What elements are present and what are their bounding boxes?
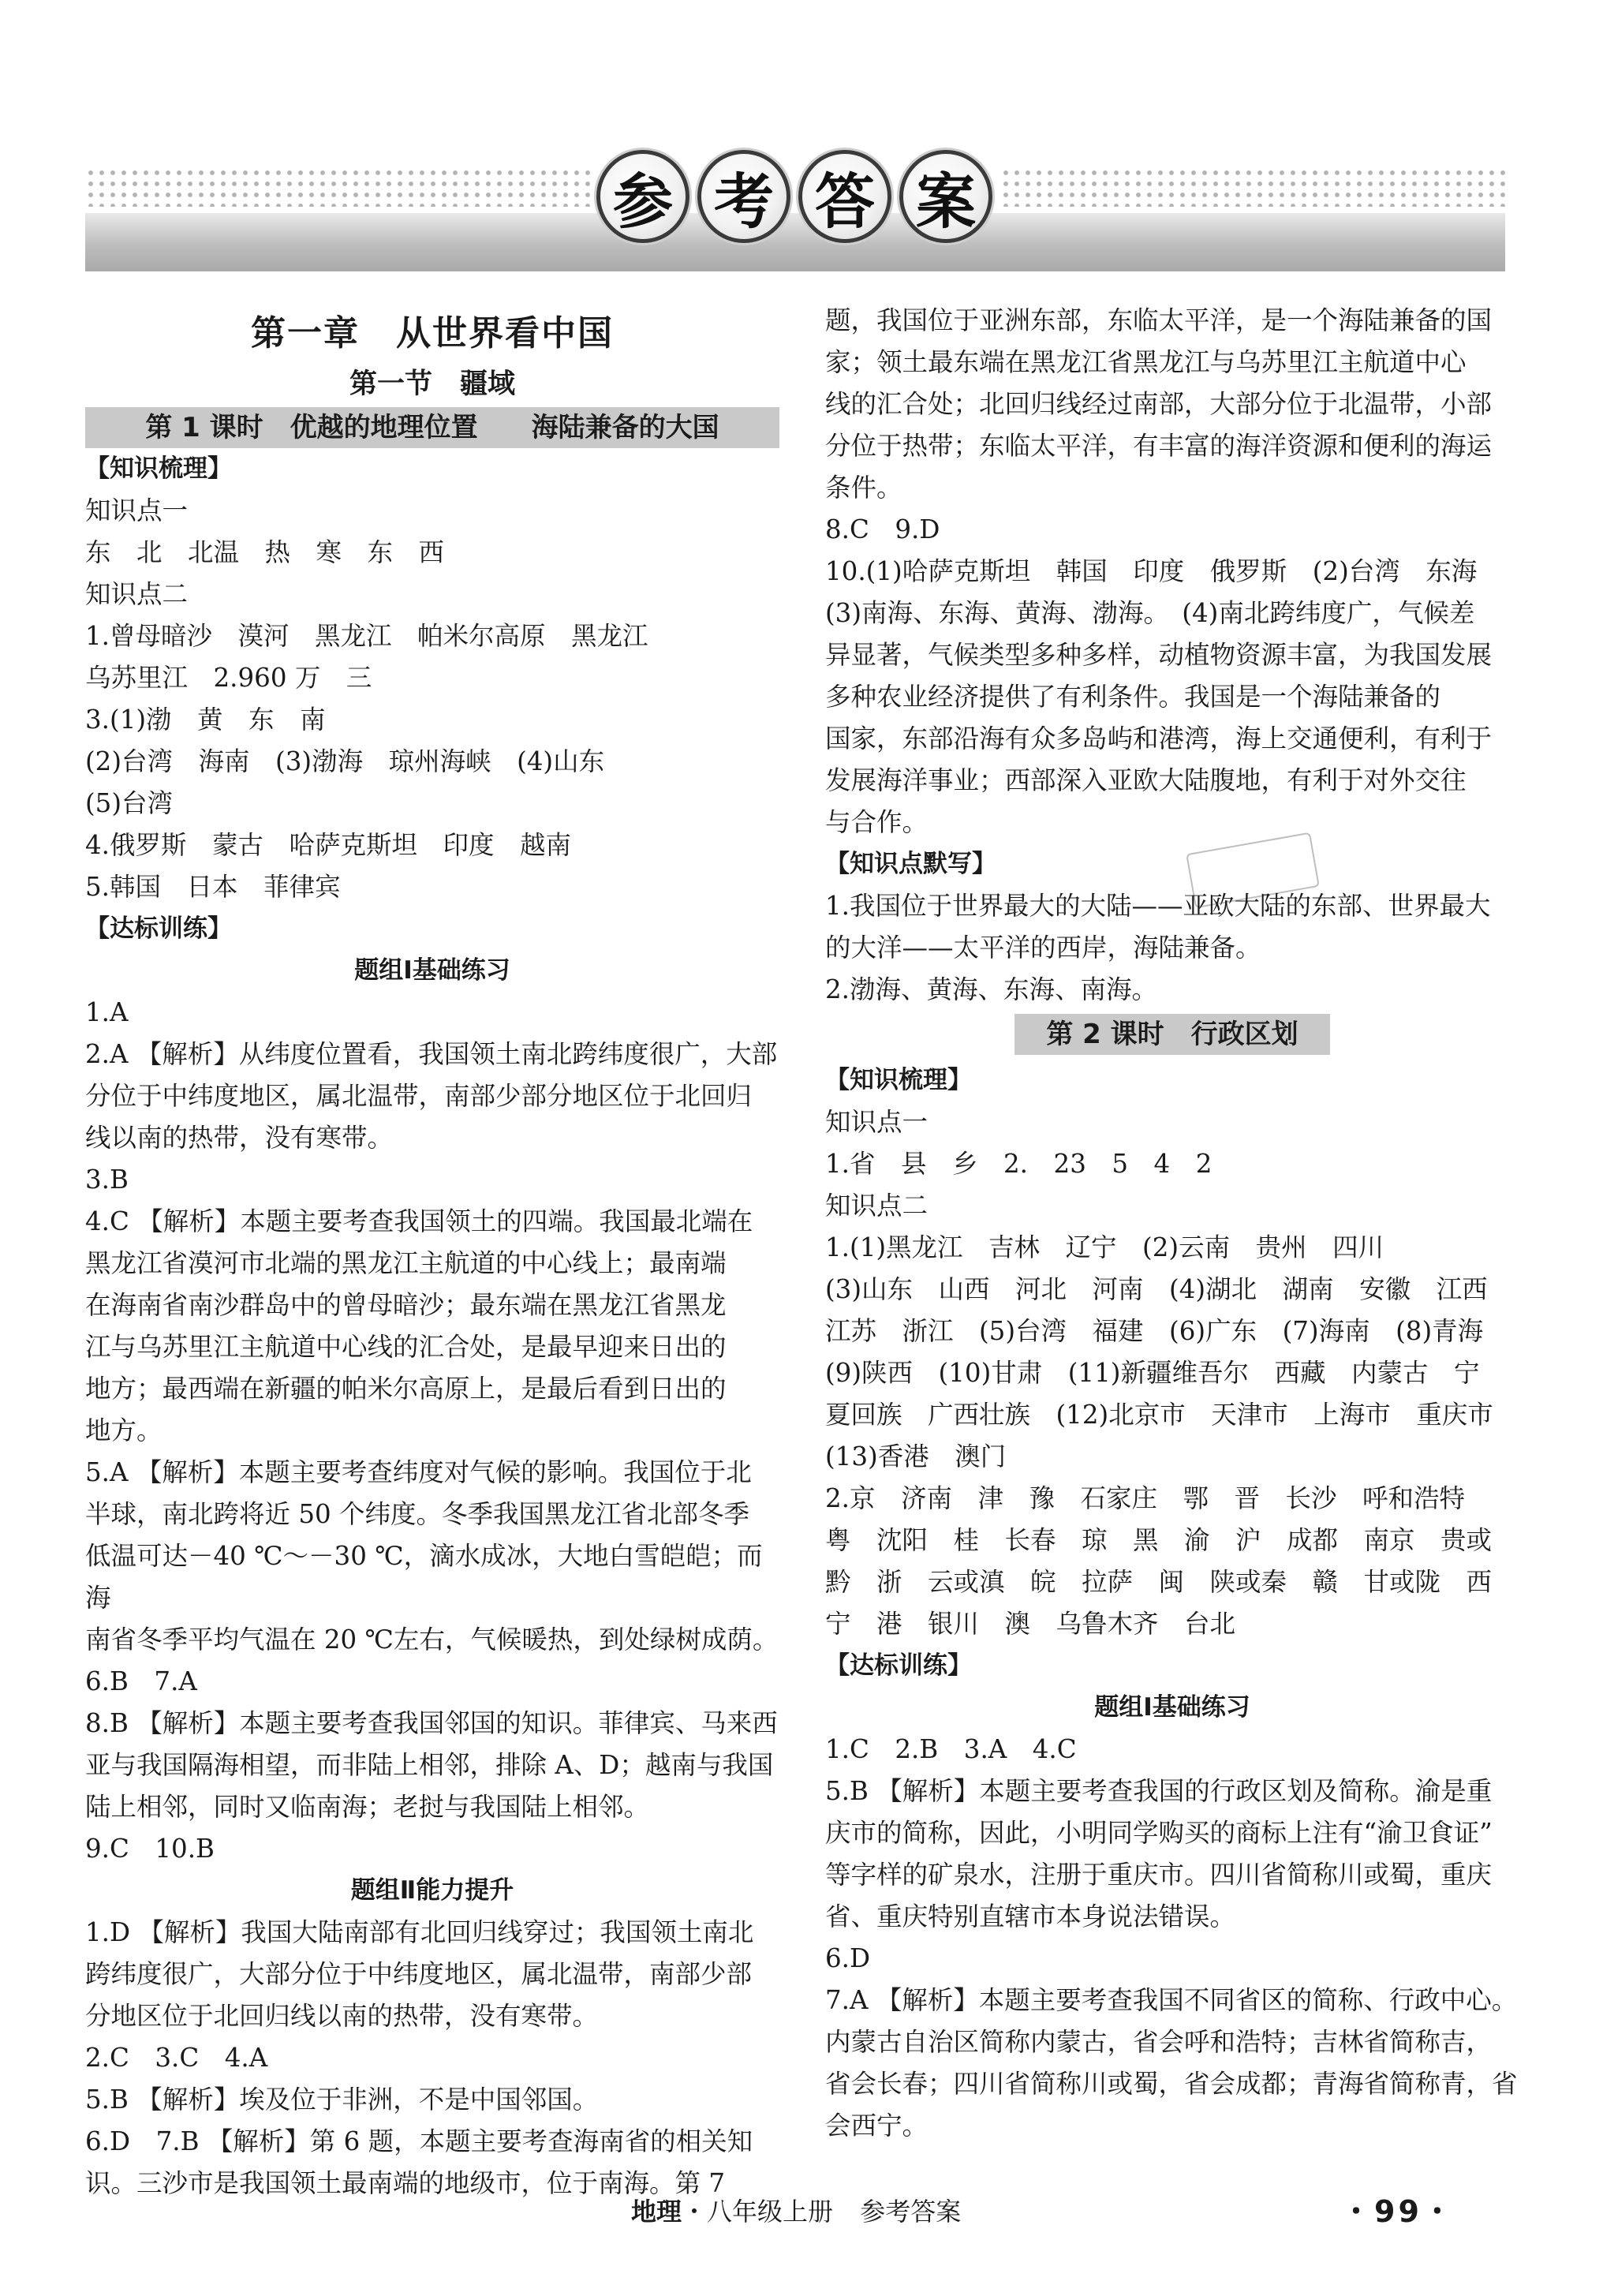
answer-line: 7.A 【解析】本题主要考查我国不同省区的简称、行政中心。 [825, 1985, 1518, 2015]
answer-line: 1.省 县 乡 2. 23 5 4 2 [825, 1149, 1213, 1179]
answer-line: (2)台湾 海南 (3)渤海 琼州海峡 (4)山东 [85, 746, 605, 776]
right-column [825, 300, 1519, 2147]
answer-line: 1.曾母暗沙 漠河 黑龙江 帕米尔高原 黑龙江 [85, 621, 648, 651]
answer-line: 发展海洋事业；西部深入亚欧大陆腹地，有利于对外交往 [825, 765, 1467, 795]
tag-training: 【达标训练】 [85, 914, 232, 943]
page-title [596, 150, 991, 245]
answer-line: 内蒙古自治区简称内蒙古，省会呼和浩特；吉林省简称吉， [825, 2027, 1493, 2057]
answer-line: 6.D 7.B 【解析】第 6 题，本题主要考查海南省的相关知 [85, 2126, 753, 2156]
kp-heading: 知识点二 [85, 579, 189, 609]
group-title: 题组Ⅰ基础练习 [354, 956, 510, 985]
answer-line: (3)南海、东海、黄海、渤海。 (4)南北跨纬度广，气候差 [825, 598, 1475, 628]
answer-line: (9)陕西 (10)甘肃 (11)新疆维吾尔 西藏 内蒙古 宁 [825, 1358, 1480, 1388]
chapter-title: 第一章 从世界看中国 [251, 313, 614, 353]
answer-line: 半球，南北跨将近 50 个纬度。冬季我国黑龙江省北部冬季 [85, 1499, 750, 1529]
answer-line: 3.B [85, 1165, 129, 1195]
answer-line: 与合作。 [825, 807, 929, 837]
answer-line: 1.我国位于世界最大的大陆——亚欧大陆的东部、世界最大 [825, 891, 1491, 921]
answer-line: 家；领土最东端在黑龙江省黑龙江与乌苏里江主航道中心 [825, 347, 1467, 377]
answer-line: 识。三沙市是我国领土最南端的地级市，位于南海。第 7 [85, 2168, 726, 2198]
kp-heading: 知识点二 [825, 1191, 929, 1221]
answer-line: 江与乌苏里江主航道中心线的汇合处，是最早迎来日出的 [85, 1332, 727, 1362]
answer-line: 会西宁。 [825, 2111, 929, 2141]
group-title: 题组Ⅱ能力提升 [350, 1876, 514, 1905]
answer-line: 分位于中纬度地区，属北温带，南部少部分地区位于北回归 [85, 1081, 753, 1111]
answer-line: 的大洋——太平洋的西岸，海陆兼备。 [825, 933, 1261, 963]
answer-line: 题，我国位于亚洲东部，东临太平洋，是一个海陆兼备的国 [825, 305, 1493, 335]
answer-line: 1.D 【解析】我国大陆南部有北回归线穿过；我国领土南北 [85, 1917, 754, 1947]
answer-line: 9.C 10.B [85, 1834, 215, 1864]
tag-dictation: 【知识点默写】 [825, 850, 996, 878]
answer-line: 2.A 【解析】从纬度位置看，我国领土南北跨纬度很广，大部 [85, 1039, 778, 1069]
answer-line: (5)台湾 [85, 788, 174, 818]
tag-knowledge: 【知识梳理】 [825, 1066, 972, 1094]
title-seal: 答 [798, 150, 891, 243]
answer-line: 6.D [825, 1943, 871, 1973]
answer-line: 5.A 【解析】本题主要考查纬度对气候的影响。我国位于北 [85, 1457, 752, 1487]
page-number: ・99・ [1341, 2194, 1455, 2229]
lesson-title: 第 1 课时 优越的地理位置 海陆兼备的大国 [85, 407, 779, 448]
answer-line: 线以南的热带，没有寒带。 [85, 1123, 394, 1153]
answer-line: 4.C 【解析】本题主要考查我国领土的四端。我国最北端在 [85, 1206, 753, 1236]
kp-heading: 知识点一 [85, 495, 189, 525]
answer-line: 省会长春；四川省简称川或蜀，省会成都；青海省简称青，省 [825, 2069, 1518, 2099]
answer-line: 夏回族 广西壮族 (12)北京市 天津市 上海市 重庆市 [825, 1400, 1493, 1430]
answer-line: 分地区位于北回归线以南的热带，没有寒带。 [85, 2001, 599, 2031]
answer-line: 宁 港 银川 澳 乌鲁木齐 台北 [825, 1609, 1236, 1639]
answer-line: 地方。 [85, 1415, 163, 1445]
answer-line: 2.渤海、黄海、东海、南海。 [825, 974, 1158, 1004]
title-seal: 案 [899, 150, 992, 243]
answer-line: 2.京 济南 津 豫 石家庄 鄂 晋 长沙 呼和浩特 [825, 1483, 1466, 1513]
answer-line: 4.俄罗斯 蒙古 哈萨克斯坦 印度 越南 [85, 830, 572, 860]
header-dots-right [1000, 167, 1505, 207]
answer-line: 国家，东部沿海有众多岛屿和港湾，海上交通便利，有利于 [825, 724, 1493, 753]
title-seal: 考 [697, 150, 790, 243]
answer-line: 分位于热带；东临太平洋，有丰富的海洋资源和便利的海运 [825, 431, 1493, 461]
answer-line: 亚与我国隔海相望，而非陆上相邻，排除 A、D；越南与我国 [85, 1750, 774, 1780]
kp-heading: 知识点一 [825, 1107, 929, 1137]
answer-line: 江苏 浙江 (5)台湾 福建 (6)广东 (7)海南 (8)青海 [825, 1316, 1484, 1346]
answer-line: 5.B 【解析】本题主要考查我国的行政区划及简称。渝是重 [825, 1776, 1493, 1806]
answer-line: 6.B 7.A [85, 1666, 197, 1696]
answer-line: 黑龙江省漠河市北端的黑龙江主航道的中心线上；最南端 [85, 1248, 727, 1278]
answer-line: 条件。 [825, 473, 902, 503]
page-footer [631, 2192, 1499, 2231]
answer-line: 等字样的矿泉水，注册于重庆市。四川省简称川或蜀，重庆 [825, 1860, 1493, 1890]
answer-line: 南省冬季平均气温在 20 ℃左右，气候暖热，到处绿树成荫。 [85, 1625, 779, 1655]
answer-line: 陆上相邻，同时又临南海；老挝与我国陆上相邻。 [85, 1792, 650, 1822]
lesson-title: 第 2 课时 行政区划 [1014, 1014, 1330, 1055]
answer-line: 省、重庆特别直辖市本身说法错误。 [825, 1901, 1236, 1931]
answer-line: 在海南省南沙群岛中的曾母暗沙；最东端在黑龙江省黑龙 [85, 1290, 727, 1320]
answer-line: 粤 沈阳 桂 长春 琼 黑 渝 沪 成都 南京 贵或 [825, 1525, 1493, 1555]
tag-knowledge: 【知识梳理】 [85, 454, 232, 483]
answer-line: 5.韩国 日本 菲律宾 [85, 872, 341, 902]
answer-line: 5.B 【解析】埃及位于非洲，不是中国邻国。 [85, 2085, 599, 2115]
answer-line: 多种农业经济提供了有利条件。我国是一个海陆兼备的 [825, 682, 1441, 712]
answer-line: 1.(1)黑龙江 吉林 辽宁 (2)云南 贵州 四川 [825, 1232, 1384, 1262]
left-column [85, 306, 779, 2204]
answer-line: 跨纬度很广，大部分位于中纬度地区，属北温带，南部少部 [85, 1959, 753, 1989]
answer-line: 1.A [85, 997, 129, 1027]
footer-label: 参考答案 [860, 2197, 962, 2227]
answer-line: (3)山东 山西 河北 河南 (4)湖北 湖南 安徽 江西 [825, 1274, 1488, 1304]
answer-line: 8.B 【解析】本题主要考查我国邻国的知识。菲律宾、马来西 [85, 1708, 778, 1738]
answer-line: 线的汇合处；北回归线经过南部，大部分位于北温带，小部 [825, 389, 1493, 419]
tag-training: 【达标训练】 [825, 1651, 972, 1680]
group-title: 题组Ⅰ基础练习 [1094, 1693, 1250, 1722]
footer-dot: ・ [682, 2197, 708, 2227]
answer-line: 8.C 9.D [825, 514, 940, 544]
answer-line: 10.(1)哈萨克斯坦 韩国 印度 俄罗斯 (2)台湾 东海 [825, 556, 1478, 586]
answer-line: 2.C 3.C 4.A [85, 2043, 268, 2073]
answer-line: 3.(1)渤 黄 东 南 [85, 705, 326, 735]
answer-line: 乌苏里江 2.960 万 三 [85, 663, 372, 693]
answer-line: 1.C 2.B 3.A 4.C [825, 1734, 1077, 1764]
footer-grade: 八年级上册 [707, 2197, 834, 2227]
footer-subject: 地理 [631, 2197, 682, 2227]
answer-line: 庆市的简称，因此，小明同学购买的商标上注有“渝卫食证” [825, 1818, 1493, 1848]
answer-line: (13)香港 澳门 [825, 1442, 1007, 1471]
answer-line: 地方；最西端在新疆的帕米尔高原上，是最后看到日出的 [85, 1374, 727, 1404]
title-seal: 参 [596, 150, 689, 243]
answer-line: 异显著，气候类型多种多样，动植物资源丰富，为我国发展 [825, 640, 1493, 670]
answer-line: 东 北 北温 热 寒 东 西 [85, 537, 445, 567]
answer-line: 低温可达－40 ℃～－30 ℃，滴水成冰，大地白雪皑皑；而海 [85, 1541, 763, 1613]
answer-line: 黔 浙 云或滇 皖 拉萨 闽 陕或秦 赣 甘或陇 西 [825, 1567, 1493, 1597]
header-dots-left [85, 167, 590, 207]
section-title: 第一节 疆域 [349, 368, 515, 400]
